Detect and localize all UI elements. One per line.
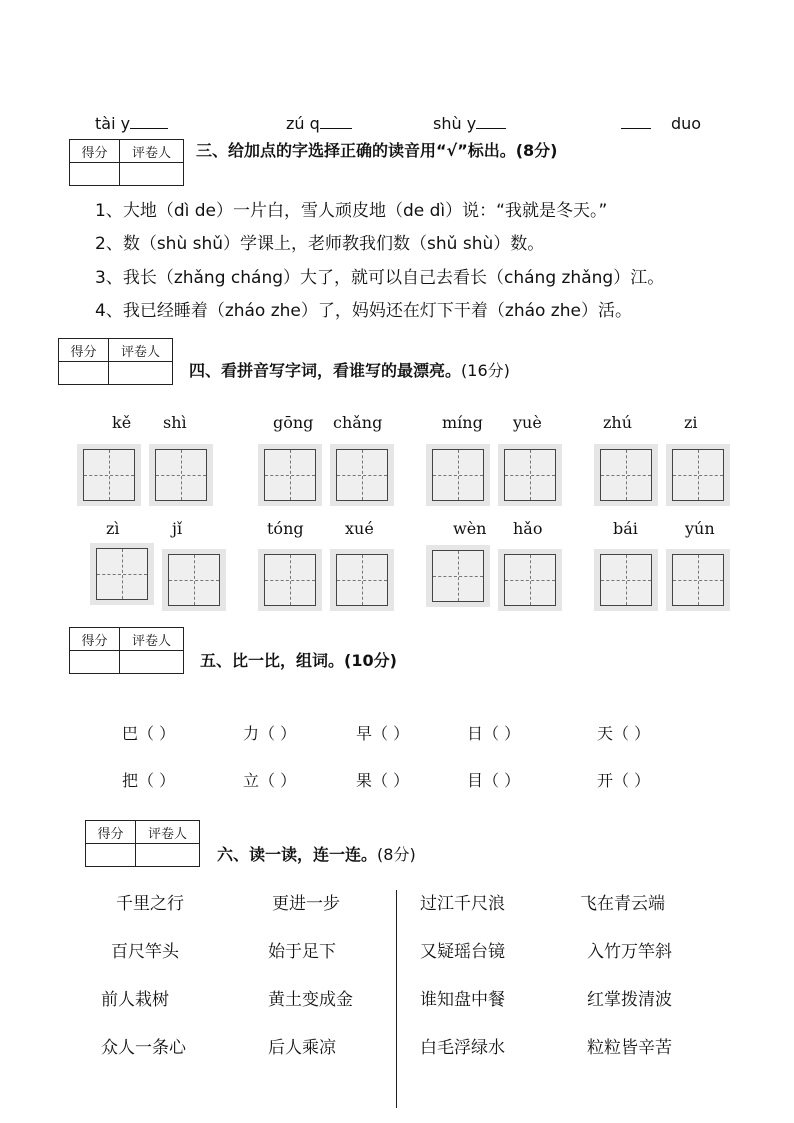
grader-cell[interactable] [136, 844, 200, 867]
compare-item[interactable]: 巴（ ） [122, 724, 176, 743]
writing-grid-box[interactable] [426, 444, 490, 506]
grader-label: 评卷人 [109, 339, 173, 362]
grid-pinyin: bái [613, 519, 638, 538]
match-item[interactable]: 过江千尺浪 [420, 894, 505, 914]
compare-item[interactable]: 日（ ） [467, 724, 521, 743]
writing-grid-box[interactable] [594, 549, 658, 611]
match-item[interactable]: 百尺竿头 [111, 942, 179, 962]
writing-grid-box[interactable] [258, 549, 322, 611]
writing-grid-box[interactable] [666, 549, 730, 611]
score-cell[interactable] [59, 362, 109, 385]
writing-grid-box[interactable] [330, 444, 394, 506]
match-item[interactable]: 始于足下 [268, 942, 336, 962]
score-label: 得分 [86, 821, 136, 844]
grid-pinyin: yuè [513, 413, 542, 432]
compare-item[interactable]: 立（ ） [243, 771, 297, 790]
section3-question-1: 1、大地（dì de）一片白，雪人顽皮地（de dì）说：“我就是冬天。” [95, 201, 608, 221]
section4-title-text: 四、看拼音写字词，看谁写的最漂亮。 [189, 361, 462, 380]
match-item[interactable]: 红掌拨清波 [587, 990, 672, 1010]
section6-points: (8分) [377, 845, 416, 864]
grader-cell[interactable] [120, 651, 184, 674]
grid-pinyin: zì [106, 519, 120, 538]
grid-pinyin: wèn [453, 519, 487, 538]
grader-label: 评卷人 [136, 821, 200, 844]
grid-pinyin: tóng [267, 519, 304, 538]
score-table [85, 820, 200, 867]
compare-item[interactable]: 开（ ） [597, 771, 651, 790]
writing-grid-box[interactable] [149, 444, 213, 506]
compare-item[interactable]: 果（ ） [356, 771, 410, 790]
pinyin-text: shù y [433, 114, 477, 133]
match-item[interactable]: 千里之行 [116, 894, 184, 914]
match-item[interactable]: 众人一条心 [101, 1038, 186, 1058]
match-item[interactable]: 后人乘凉 [268, 1038, 336, 1058]
compare-item[interactable]: 目（ ） [467, 771, 521, 790]
match-item[interactable]: 又疑瑶台镜 [420, 942, 505, 962]
compare-item[interactable]: 早（ ） [356, 724, 410, 743]
match-item[interactable]: 前人栽树 [101, 990, 169, 1010]
section3-question-3: 3、我长（zhǎng cháng）大了，就可以自己去看长（cháng zhǎng）江。 [95, 268, 665, 288]
score-label: 得分 [59, 339, 109, 362]
writing-grid-box[interactable] [666, 444, 730, 506]
grid-pinyin: chǎng [333, 413, 383, 432]
pinyin-blank-4[interactable] [621, 114, 701, 133]
grader-cell[interactable] [120, 163, 184, 186]
writing-grid-box[interactable] [77, 444, 141, 506]
grid-pinyin: gōng [273, 413, 314, 432]
writing-grid-box[interactable] [258, 444, 322, 506]
match-item[interactable]: 白毛浮绿水 [420, 1038, 505, 1058]
compare-item[interactable]: 把（ ） [122, 771, 176, 790]
match-item[interactable]: 入竹万竿斜 [587, 942, 672, 962]
writing-grid-box[interactable] [90, 543, 154, 605]
section3-question-2: 2、数（shù shǔ）学课上，老师教我们数（shǔ shù）数。 [95, 234, 545, 254]
grid-pinyin: zi [684, 413, 698, 432]
grader-label: 评卷人 [120, 140, 184, 163]
writing-grid-box[interactable] [498, 549, 562, 611]
match-item[interactable]: 更进一步 [272, 894, 340, 914]
grid-pinyin: xué [345, 519, 374, 538]
section4-title [189, 358, 510, 381]
grid-pinyin: kě [112, 413, 132, 432]
section3-question-4: 4、我已经睡着（zháo zhe）了，妈妈还在灯下干着（zháo zhe）活。 [95, 301, 632, 321]
section4-points: (16分) [461, 361, 510, 380]
pinyin-text: duo [671, 114, 702, 133]
pinyin-text: zú q [286, 114, 320, 133]
match-item[interactable]: 粒粒皆辛苦 [587, 1038, 672, 1058]
column-divider [396, 890, 397, 1108]
score-label: 得分 [70, 140, 120, 163]
writing-grid-box[interactable] [498, 444, 562, 506]
grader-label: 评卷人 [120, 628, 184, 651]
score-table [69, 627, 184, 674]
grid-pinyin: jǐ [172, 519, 183, 538]
compare-item[interactable]: 力（ ） [243, 724, 297, 743]
answer-blank[interactable] [320, 114, 352, 129]
score-table [58, 338, 173, 385]
section6-title [217, 842, 416, 865]
match-item[interactable]: 谁知盘中餐 [420, 990, 505, 1010]
pinyin-blank-3[interactable] [433, 114, 506, 133]
answer-blank[interactable] [476, 114, 506, 129]
grid-pinyin: yún [685, 519, 715, 538]
score-cell[interactable] [70, 651, 120, 674]
answer-blank[interactable] [130, 114, 168, 129]
pinyin-blank-1[interactable] [95, 114, 168, 133]
grid-pinyin: zhú [603, 413, 633, 432]
writing-grid-box[interactable] [330, 549, 394, 611]
grid-pinyin: hǎo [513, 519, 543, 538]
match-item[interactable]: 飞在青云端 [580, 894, 665, 914]
score-cell[interactable] [70, 163, 120, 186]
writing-grid-box[interactable] [162, 549, 226, 611]
compare-item[interactable]: 天（ ） [597, 724, 651, 743]
writing-grid-box[interactable] [426, 545, 490, 607]
score-cell[interactable] [86, 844, 136, 867]
match-item[interactable]: 黄土变成金 [268, 990, 353, 1010]
pinyin-text: tài y [95, 114, 131, 133]
pinyin-blank-2[interactable] [286, 114, 352, 133]
score-table [69, 139, 184, 186]
grid-pinyin: shì [163, 413, 187, 432]
grid-pinyin: míng [442, 413, 483, 432]
answer-blank[interactable] [621, 114, 651, 129]
section5-title: 五、比一比，组词。(10分) [200, 651, 397, 670]
section3-title: 三、给加点的字选择正确的读音用“√”标出。(8分) [196, 141, 558, 160]
section6-title-text: 六、读一读，连一连。 [217, 845, 378, 864]
writing-grid-box[interactable] [594, 444, 658, 506]
score-label: 得分 [70, 628, 120, 651]
grader-cell[interactable] [109, 362, 173, 385]
